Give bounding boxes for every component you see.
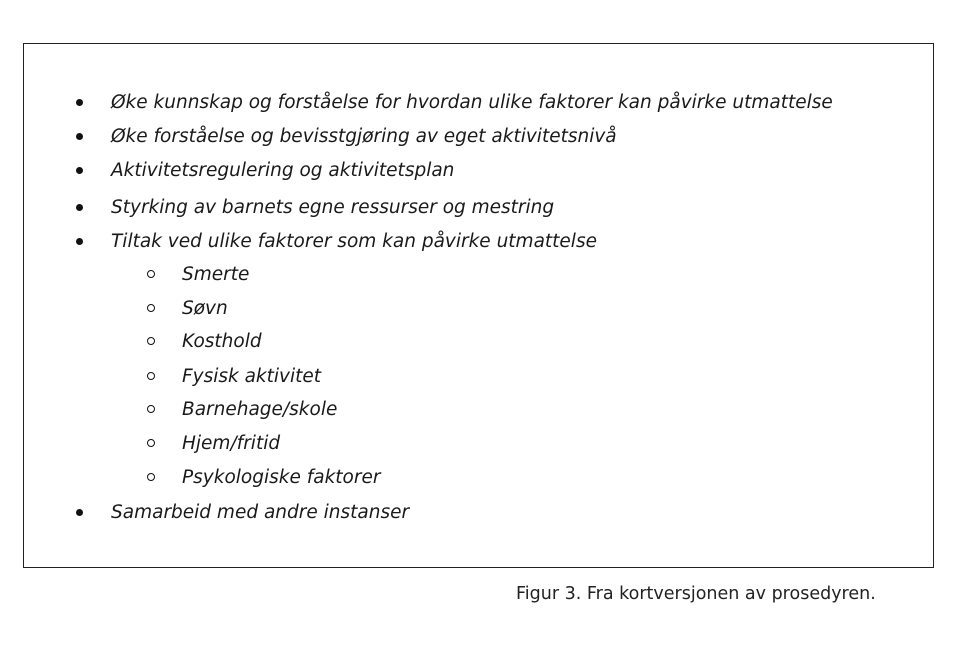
list-item-text: Aktivitetsregulering og aktivitetsplan: [111, 160, 455, 181]
bullet-icon: [76, 167, 83, 174]
circle-bullet-icon: [147, 439, 155, 447]
circle-bullet-icon: [147, 372, 155, 380]
circle-bullet-icon: [147, 337, 155, 345]
sub-list-item-text: Fysisk aktivitet: [182, 366, 322, 387]
bullet-icon: [76, 99, 83, 106]
circle-bullet-icon: [147, 270, 155, 278]
bullet-icon: [76, 204, 83, 211]
list-item-text: Samarbeid med andre instanser: [111, 502, 410, 523]
bullet-icon: [76, 238, 83, 245]
sub-list-item-text: Kosthold: [182, 331, 262, 352]
bullet-icon: [76, 133, 83, 140]
sub-list-item-text: Søvn: [182, 298, 228, 319]
sub-list-item-text: Psykologiske faktorer: [182, 467, 381, 488]
figure-box: [23, 43, 934, 568]
sub-list-item-text: Barnehage/skole: [182, 399, 338, 420]
bullet-icon: [76, 509, 83, 516]
circle-bullet-icon: [147, 473, 155, 481]
list-item-text: Øke forståelse og bevisstgjøring av eget aktivitetsnivå: [111, 126, 617, 147]
list-item-text: Styrking av barnets egne ressurser og mestring: [111, 197, 555, 218]
sub-list-item-text: Smerte: [182, 264, 250, 285]
list-item-text: Øke kunnskap og forståelse for hvordan ulike faktorer kan påvirke utmattelse: [111, 92, 833, 113]
sub-list-item-text: Hjem/fritid: [182, 433, 281, 454]
circle-bullet-icon: [147, 304, 155, 312]
list-item-text: Tiltak ved ulike faktorer som kan påvirke utmattelse: [111, 231, 597, 252]
figure-caption: Figur 3. Fra kortversjonen av prosedyren.: [516, 584, 876, 604]
circle-bullet-icon: [147, 405, 155, 413]
